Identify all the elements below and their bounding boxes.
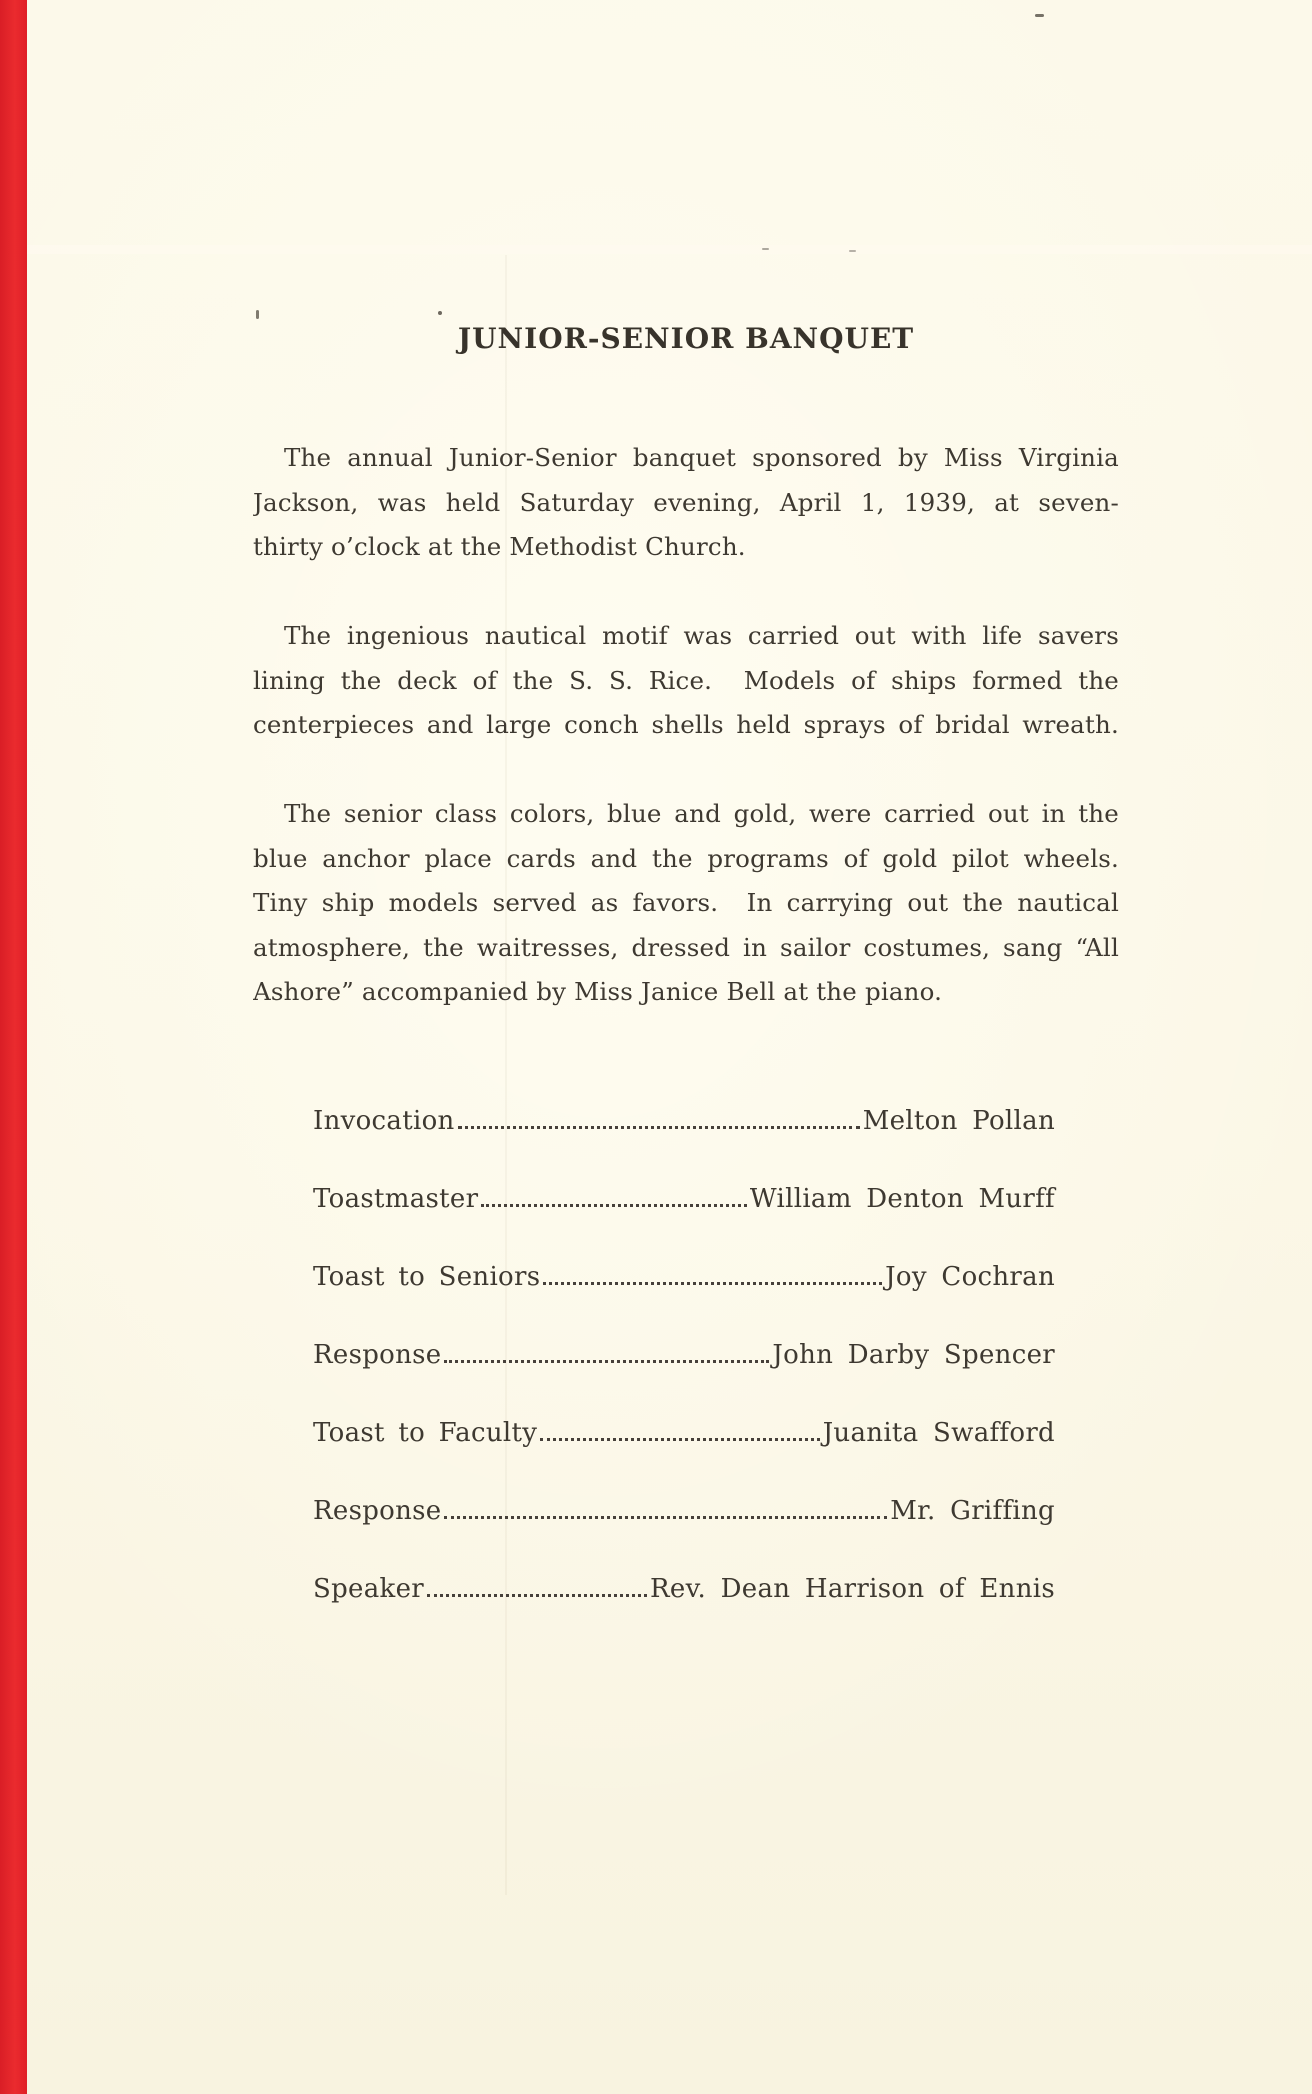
scan-speck xyxy=(1035,14,1044,17)
scan-light-band xyxy=(27,245,1312,254)
paragraph-nautical-motif xyxy=(253,614,1119,748)
dotted-leader xyxy=(444,1359,769,1363)
program-person-name: John Darby Spencer xyxy=(772,1340,1055,1370)
text-line: atmosphere, the waitresses, dressed in sailor costumes, sang “All xyxy=(253,932,1119,962)
text-line: Ashore” accompanied by Miss Janice Bell at the piano. xyxy=(253,977,943,1006)
program-role-label: Response xyxy=(313,1340,442,1370)
program-person-name: Joy Cochran xyxy=(885,1262,1055,1292)
dotted-leader xyxy=(427,1593,647,1597)
text-line: The senior class colors, blue and gold, were carried out in the xyxy=(284,799,1119,828)
program-role-label: Toast to Seniors xyxy=(313,1262,541,1292)
program-row xyxy=(313,1418,1055,1458)
program-person-name: Juanita Swafford xyxy=(822,1418,1055,1448)
program-row xyxy=(313,1106,1055,1146)
program-person-name: William Denton Murff xyxy=(749,1184,1055,1214)
dotted-leader xyxy=(543,1281,882,1285)
program-row xyxy=(313,1184,1055,1224)
dotted-leader xyxy=(481,1203,747,1207)
program-row xyxy=(313,1262,1055,1302)
text-line: blue anchor place cards and the programs of gold pilot wheels. xyxy=(253,843,1119,873)
program-role-label: Response xyxy=(313,1496,442,1526)
book-binding-red-edge xyxy=(0,0,27,2094)
program-role-label: Toast to Faculty xyxy=(313,1418,538,1448)
paragraph-banquet-intro xyxy=(253,436,1119,570)
program-role-label: Toastmaster xyxy=(313,1184,479,1214)
text-line: centerpieces and large conch shells held sprays of bridal wreath. xyxy=(253,710,1119,739)
program-role-label: Speaker xyxy=(313,1574,425,1604)
scan-speck xyxy=(256,310,259,319)
paragraph-class-colors xyxy=(253,792,1119,1015)
text-line: The annual Junior-Senior banquet sponsored by Miss Virginia xyxy=(284,443,1119,472)
program-role-label: Invocation xyxy=(313,1106,455,1136)
dotted-leader xyxy=(458,1125,860,1129)
program-row xyxy=(313,1340,1055,1380)
text-line: Jackson, was held Saturday evening, April 1, 1939, at seven- xyxy=(253,487,1119,517)
text-line: The ingenious nautical motif was carried out with life savers xyxy=(284,621,1119,650)
program-person-name: Mr. Griffing xyxy=(890,1496,1055,1526)
program-person-name: Rev. Dean Harrison of Ennis xyxy=(650,1574,1055,1604)
banquet-program-list xyxy=(313,1106,1055,1652)
page-title: JUNIOR-SENIOR BANQUET xyxy=(457,321,915,355)
text-line: thirty o’clock at the Methodist Church. xyxy=(253,532,746,561)
scan-speck xyxy=(438,311,442,315)
program-row xyxy=(313,1574,1055,1614)
text-line: Tiny ship models served as favors. In carrying out the nautical xyxy=(253,888,1119,917)
text-line: lining the deck of the S. S. Rice. Models of ships formed the xyxy=(253,665,1119,695)
program-person-name: Melton Pollan xyxy=(862,1106,1055,1136)
dotted-leader xyxy=(540,1437,819,1441)
dotted-leader xyxy=(444,1515,887,1519)
scan-speck xyxy=(762,248,769,250)
scan-speck xyxy=(849,250,856,252)
program-row xyxy=(313,1496,1055,1536)
